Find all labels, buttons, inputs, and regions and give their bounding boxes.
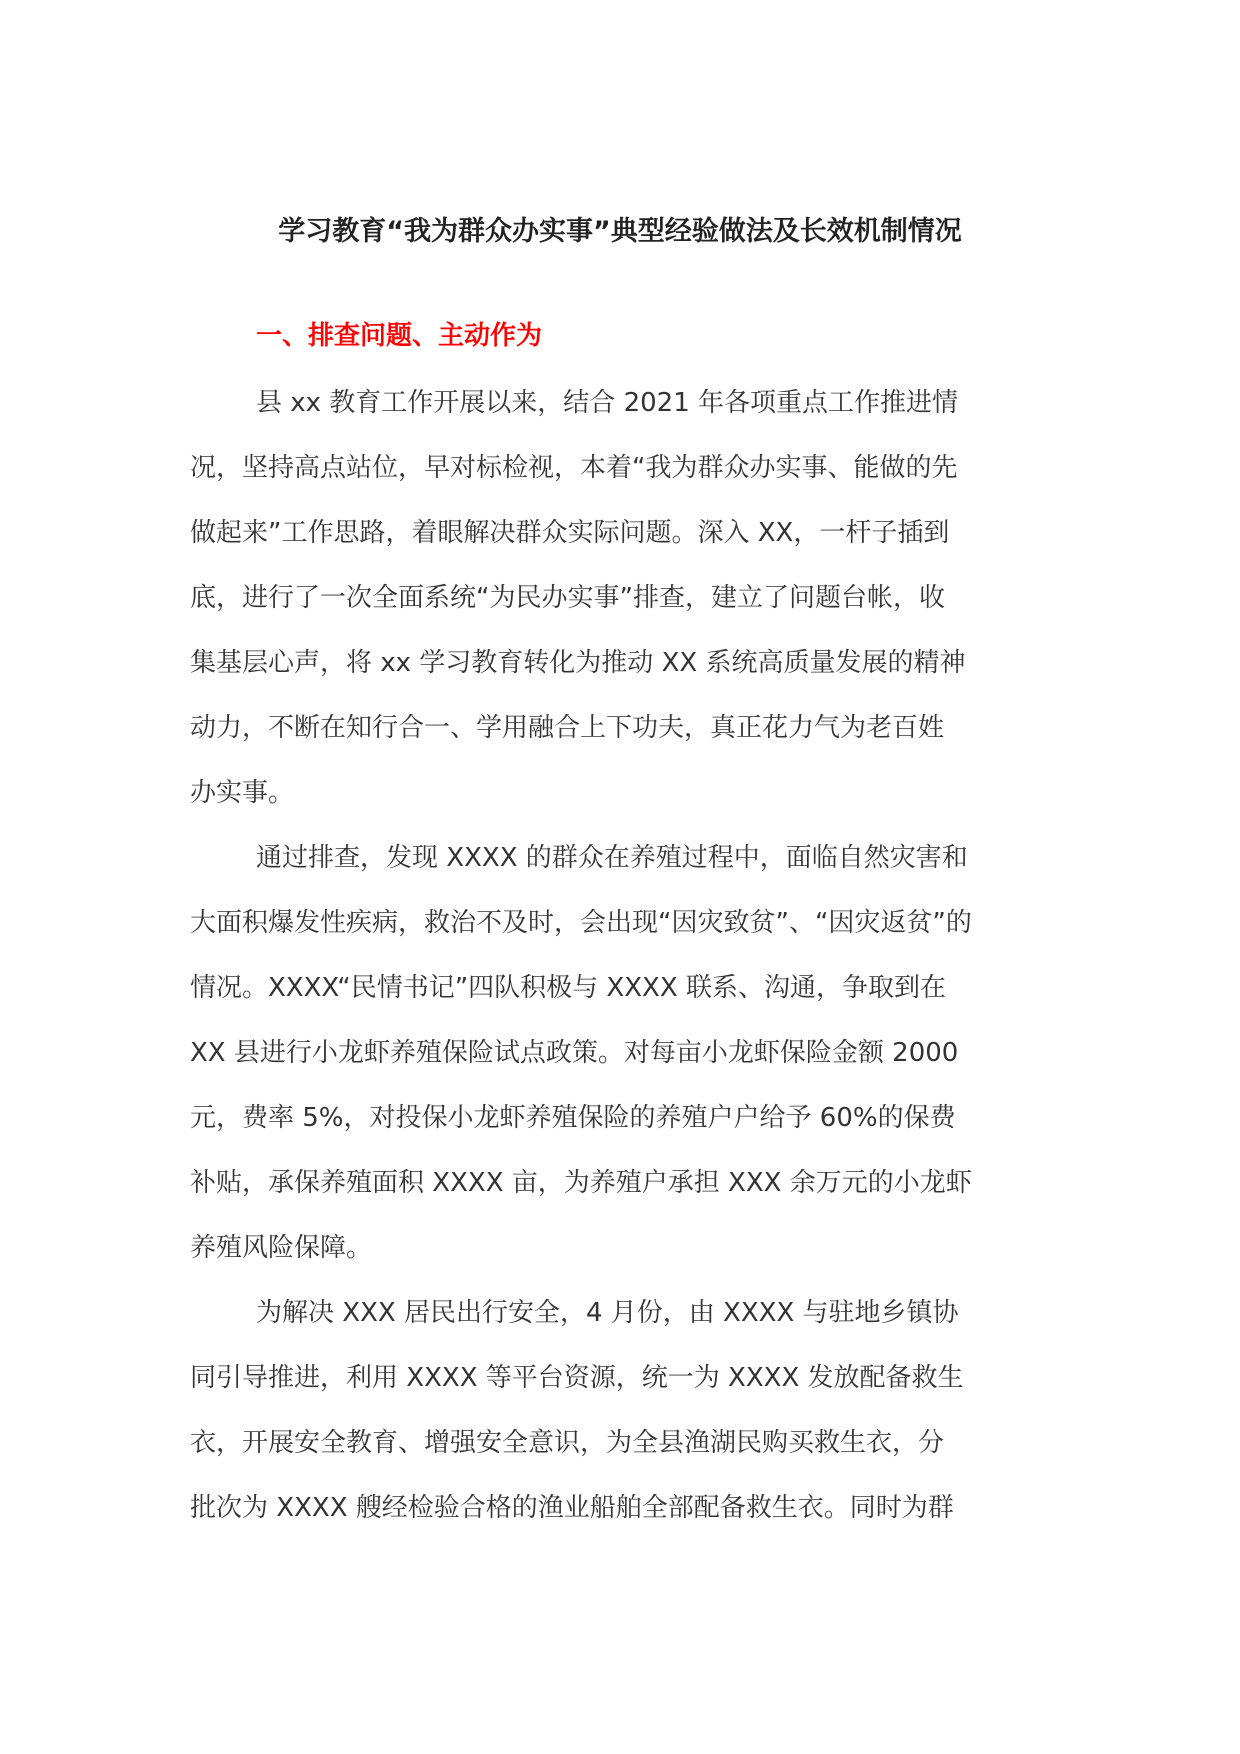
paragraph xyxy=(190,383,1070,838)
paragraph-line: 情况。XXXX“民情书记”四队积极与 XXXX 联系、沟通，争取到在 xyxy=(190,973,946,1003)
paragraph-line: 补贴，承保养殖面积 XXXX 亩，为养殖户承担 XXX 余万元的小龙虾 xyxy=(190,1168,972,1198)
paragraph xyxy=(190,1293,1070,1553)
paragraph-line: 批次为 XXXX 艘经检验合格的渔业船舶全部配备救生衣。同时为群 xyxy=(190,1493,954,1523)
document-body xyxy=(190,383,1070,1553)
paragraph-line: 养殖风险保障。 xyxy=(190,1233,373,1263)
paragraph-line: 同引导推进，利用 XXXX 等平台资源，统一为 XXXX 发放配备救生 xyxy=(190,1363,964,1393)
paragraph-line: 底，进行了一次全面系统“为民办实事”排查，建立了问题台帐，收 xyxy=(190,583,945,613)
paragraph-line: 况，坚持高点站位，早对标检视，本着“我为群众办实事、能做的先 xyxy=(190,453,958,483)
paragraph-line: 办实事。 xyxy=(190,778,295,808)
paragraph-line: 集基层心声，将 xx 学习教育转化为推动 XX 系统高质量发展的精神 xyxy=(190,648,966,678)
paragraph-line: 做起来”工作思路，着眼解决群众实际问题。深入 XX，一杆子插到 xyxy=(190,518,950,548)
paragraph-line: 动力，不断在知行合一、学用融合上下功夫，真正花力气为老百姓 xyxy=(190,713,945,743)
paragraph-line: 元，费率 5%，对投保小龙虾养殖保险的养殖户户给予 60%的保费 xyxy=(190,1103,956,1133)
paragraph-line: 大面积爆发性疾病，救治不及时，会出现“因灾致贫”、“因灾返贫”的 xyxy=(190,908,972,938)
document-title: 学习教育“我为群众办实事”典型经验做法及长效机制情况 xyxy=(278,216,962,247)
paragraph-line: 通过排查，发现 XXXX 的群众在养殖过程中，面临自然灾害和 xyxy=(256,843,968,873)
paragraph xyxy=(190,838,1070,1293)
paragraph-line: 县 xx 教育工作开展以来，结合 2021 年各项重点工作推进情 xyxy=(256,388,959,418)
paragraph-line: 为解决 XXX 居民出行安全，4 月份，由 XXXX 与驻地乡镇协 xyxy=(256,1298,959,1328)
section-heading: 一、排查问题、主动作为 xyxy=(256,321,543,351)
paragraph-line: XX 县进行小龙虾养殖保险试点政策。对每亩小龙虾保险金额 2000 xyxy=(190,1038,959,1068)
paragraph-line: 衣，开展安全教育、增强安全意识，为全县渔湖民购买救生衣，分 xyxy=(190,1428,945,1458)
